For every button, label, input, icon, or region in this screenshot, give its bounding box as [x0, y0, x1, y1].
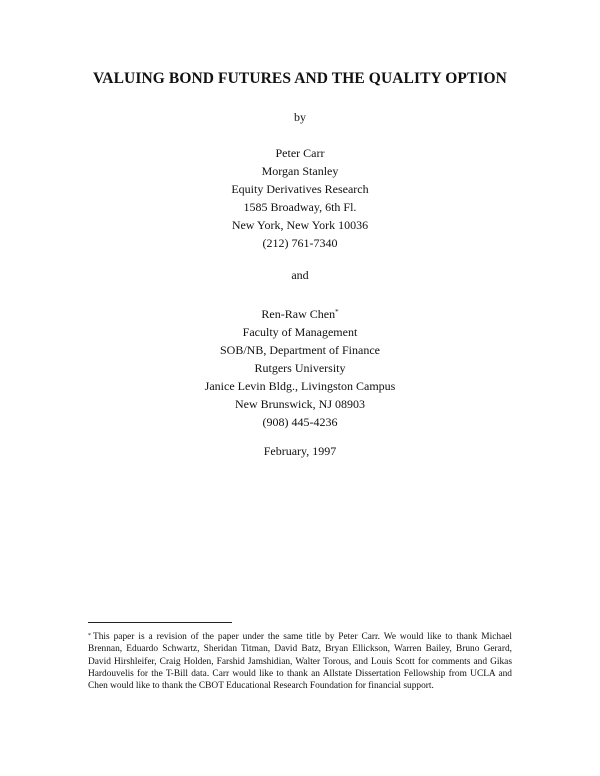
affiliation-line: Equity Derivatives Research [231, 182, 369, 196]
affiliation-line: New Brunswick, NJ 08903 [235, 397, 365, 411]
affiliation-line: SOB/NB, Department of Finance [220, 343, 380, 357]
footnote-rule [88, 622, 232, 623]
author-name: Ren-Raw Chen [261, 307, 336, 321]
affiliation-line: (908) 445-4236 [262, 415, 338, 429]
author-name: Peter Carr [275, 146, 325, 160]
affiliation-line: Janice Levin Bldg., Livingston Campus [204, 379, 396, 393]
author-block-carr [0, 144, 600, 252]
affiliation-line: Morgan Stanley [261, 164, 339, 178]
affiliation-line: Rutgers University [254, 361, 346, 375]
footnote-mark: * [335, 308, 339, 316]
paper-title: VALUING BOND FUTURES AND THE QUALITY OPTION [93, 70, 507, 87]
footnote [88, 631, 512, 692]
affiliation-line: 1585 Broadway, 6th Fl. [243, 200, 357, 214]
and-separator: and [291, 268, 309, 282]
affiliation-line: Faculty of Management [242, 325, 358, 339]
affiliation-line: (212) 761-7340 [262, 236, 338, 250]
paper-date: February, 1997 [263, 444, 337, 458]
footnote-mark: * [88, 633, 91, 639]
footnote-text: This paper is a revision of the paper under the same title by Peter Carr. We would like to thank Michael Brennan, Eduardo Schwartz, Sheridan Titman, David Batz, Bryan Ellickson, Warren Bailey, Bruno Gerard, David Hirshleifer, Craig Holden, Farshid Jamshidian, Walter Torous, and Louis Scott for comments and Gikas Hardouvelis for the T-Bill data. Carr would like to thank an Allstate Dissertation Fellowship from UCLA and Chen would like to thank the CBOT Educational Research Foundation for financial support. [88, 632, 512, 692]
by-line: by [294, 110, 306, 124]
author-block-chen [0, 305, 600, 431]
author-name-line [0, 305, 600, 323]
affiliation-line: New York, New York 10036 [231, 218, 369, 232]
